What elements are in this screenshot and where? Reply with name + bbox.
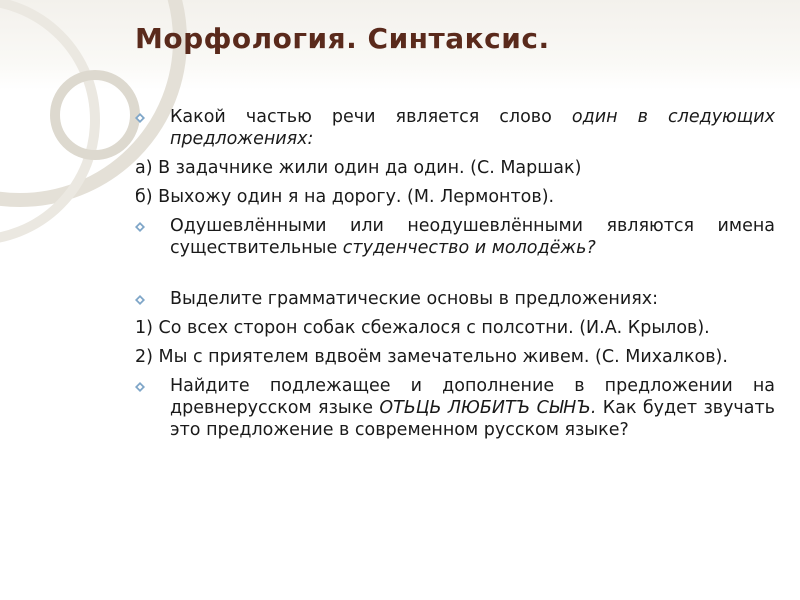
question-text: Выделите грамматические основы в предложениях:	[170, 289, 658, 309]
example-a: а) В задачнике жили один да один. (С. Маршак)	[135, 158, 582, 178]
diamond-bullet-icon	[135, 113, 145, 123]
sentence-1: 1) Со всех сторон собак сбежалося с полсотни. (И.А. Крылов).	[135, 318, 710, 338]
question-old-russian	[135, 375, 775, 441]
slide-content	[135, 106, 775, 448]
question-animacy	[135, 215, 775, 259]
spacer	[135, 266, 775, 288]
question-text: Найдите подлежащее и дополнение в предложении на древнерусском языке	[170, 376, 775, 418]
example-b: б) Выхожу один я на дорогу. (М. Лермонтов).	[135, 187, 555, 207]
question-emphasis: студенчество и молодёжь?	[342, 238, 596, 258]
question-text-end: Как будет звучать это предложение в современном русском языке?	[170, 398, 775, 440]
diamond-bullet-icon	[135, 222, 145, 232]
diamond-bullet-icon	[135, 382, 145, 392]
question-text: Одушевлёнными или неодушевлёнными являются имена существительные	[170, 216, 775, 258]
slide-title: Морфология. Синтаксис.	[135, 22, 550, 55]
question-part-of-speech	[135, 106, 775, 150]
question-text: Какой частью речи является слово	[170, 107, 572, 127]
question-emphasis: один в следующих предложениях:	[170, 107, 775, 149]
diamond-bullet-icon	[135, 295, 145, 305]
sentence-2: 2) Мы с приятелем вдвоём замечательно живем. (С. Михалков).	[135, 347, 728, 367]
old-russian-phrase: ОТЬЦЬ ЛЮБИТЪ СЫНЪ.	[379, 398, 597, 418]
question-grammar-bases	[135, 288, 775, 310]
